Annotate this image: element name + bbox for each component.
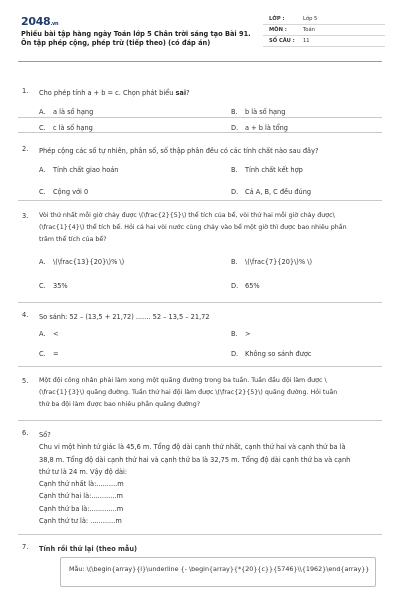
question-line: trăm thể tích của bể? [39,236,107,244]
option-text: > [245,330,251,338]
question-text: So sánh: 52 – (13,5 + 21,72) ....... 52 – 13,5 – 21,72 [39,313,210,321]
meta-value: Toán [303,27,315,33]
question-line: 38,8 m. Tổng độ dài cạnh thứ hai và cạnh thứ ba là 32,75 m. Tổng độ dài cạnh thứ ba và cạnh [39,455,351,464]
option-b[interactable] [231,258,312,266]
option-label: B. [231,108,238,116]
option-a[interactable] [39,108,93,116]
site-logo[interactable] [21,15,58,28]
meta-row-subject [263,25,385,36]
meta-value: 11 [303,38,310,44]
question-line: (\frac{1}{3}\) quãng đường. Tuần thứ hai đội làm được \(\frac{2}{5}\) quãng đường. Hỏi tuần [39,389,338,397]
option-label: B. [231,166,238,174]
question-number: 7. [22,543,29,551]
question-line: Vòi thứ nhất mỗi giờ chảy được \(\frac{2}{5}\) thể tích của bể, vòi thứ hai mỗi giờ chảy được\ [39,212,335,219]
meta-key: MÔN : [269,27,287,33]
option-text: Tính chất kết hợp [245,166,303,174]
question-line: Số? [39,431,51,439]
option-text: Không so sánh được [245,350,312,358]
option-text: Tính chất giao hoán [53,166,119,174]
option-b[interactable] [231,330,251,338]
option-label: A. [39,108,46,116]
logo-suffix: .vn [50,21,59,27]
answer-line-side-2[interactable]: Cạnh thứ hai là:............m [39,492,123,501]
question-line: Chu vi một hình tứ giác là 45,6 m. Tổng độ dài cạnh thứ nhất, cạnh thứ hai và cạnh thứ ba là [39,443,346,452]
option-d[interactable] [231,124,288,132]
option-d[interactable] [231,350,312,358]
question-1 [18,62,382,118]
option-d[interactable] [231,188,311,196]
option-a[interactable] [39,330,59,338]
option-label: A. [39,330,46,338]
option-c[interactable] [39,188,88,196]
question-text [39,87,376,99]
question-5 [18,367,382,421]
option-text: < [53,330,59,338]
question-number: 6. [22,429,29,437]
option-label: A. [39,166,46,174]
meta-key: LỚP : [269,16,285,22]
question-1-row2 [18,117,382,133]
option-label: B. [231,330,238,338]
answer-line-side-4[interactable]: Cạnh thứ tư là: ............m [39,517,122,526]
answer-line-side-1[interactable]: Cạnh thứ nhất là:..........m [39,480,124,489]
option-a[interactable] [39,166,118,174]
question-line: Một đội công nhân phải làm xong một quãng đường trong ba tuần. Tuần đầu đội làm được \ [39,377,327,384]
option-label: C. [39,350,46,358]
question-number: 2. [22,145,29,153]
worksheet-header [18,12,382,62]
question-number: 4. [22,311,29,319]
option-d[interactable] [231,282,260,290]
option-text: \(\frac{7}{20}\)% \) [245,258,313,266]
logo-text: 2048 [21,15,51,28]
option-c[interactable] [39,124,93,132]
option-c[interactable] [39,282,68,290]
meta-row-count [263,36,385,47]
option-b[interactable] [231,108,285,116]
option-text: c là số hạng [53,124,93,132]
option-label: A. [39,258,46,266]
option-text: Cả A, B, C đều đúng [245,188,312,196]
question-text: Phép cộng các số tự nhiên, phân số, số thập phân đều có các tính chất nào sau đây? [39,147,319,155]
option-b[interactable] [231,166,303,174]
question-text: Tính rồi thử lại (theo mẫu) [39,545,138,553]
question-text [39,429,376,527]
option-text: 65% [245,282,260,290]
question-number: 5. [22,377,29,385]
question-line: (\frac{1}{4}\) thể tích bể. Hỏi cả hai vòi nước cùng chảy vào bể một giờ thì được bao nhiêu phần [39,224,347,232]
question-6 [18,421,382,535]
question-3 [18,201,382,303]
option-text: = [53,350,59,358]
meta-value: Lớp 5 [303,16,318,22]
option-text: a là số hạng [53,108,94,116]
question-text-emphasis: sai [175,89,187,97]
question-line: thứ ba đội làm được bao nhiêu phần quãng đường? [39,401,201,409]
option-label: D. [231,124,239,132]
answer-line-side-3[interactable]: Cạnh thứ ba là:.............m [39,504,124,513]
question-7 [18,535,382,585]
question-text-main: Cho phép tính a + b = c. Chọn phát biểu [39,89,176,97]
option-label: D. [231,350,239,358]
option-text: b là số hạng [245,108,286,116]
question-text [39,375,376,412]
option-label: D. [231,282,239,290]
option-text: 35% [53,282,68,290]
option-label: B. [231,258,238,266]
question-number: 3. [22,212,29,220]
example-box [60,557,376,587]
option-text: a + b là tổng [245,124,288,132]
question-text [39,210,376,247]
question-2 [18,133,382,201]
option-label: C. [39,124,46,132]
question-text-end: ? [186,89,190,97]
option-c[interactable] [39,350,59,358]
meta-table [263,14,385,47]
question-line: thứ tư là 24 m. Vậy độ dài: [39,467,128,476]
option-label: C. [39,282,46,290]
option-text: \(\frac{13}{20}\)% \) [53,258,125,266]
meta-key: SỐ CÂU : [269,38,295,44]
option-a[interactable] [39,258,124,266]
example-text: Mẫu: \(\begin{array}{l}\underline {- \begin{array}{*{20}{c}}{5746}\\{1962}\end{array}} [69,565,370,573]
worksheet-title: Phiếu bài tập hàng ngày Toán lớp 5 Chân trời sáng tạo Bài 91. Ôn tập phép cộng, phép trừ (tiếp theo) (có đáp án) [21,30,251,48]
meta-row-class [263,14,385,25]
question-4 [18,303,382,367]
question-number: 1. [22,87,29,95]
option-label: C. [39,188,46,196]
option-label: D. [231,188,239,196]
option-text: Cộng với 0 [53,188,89,196]
